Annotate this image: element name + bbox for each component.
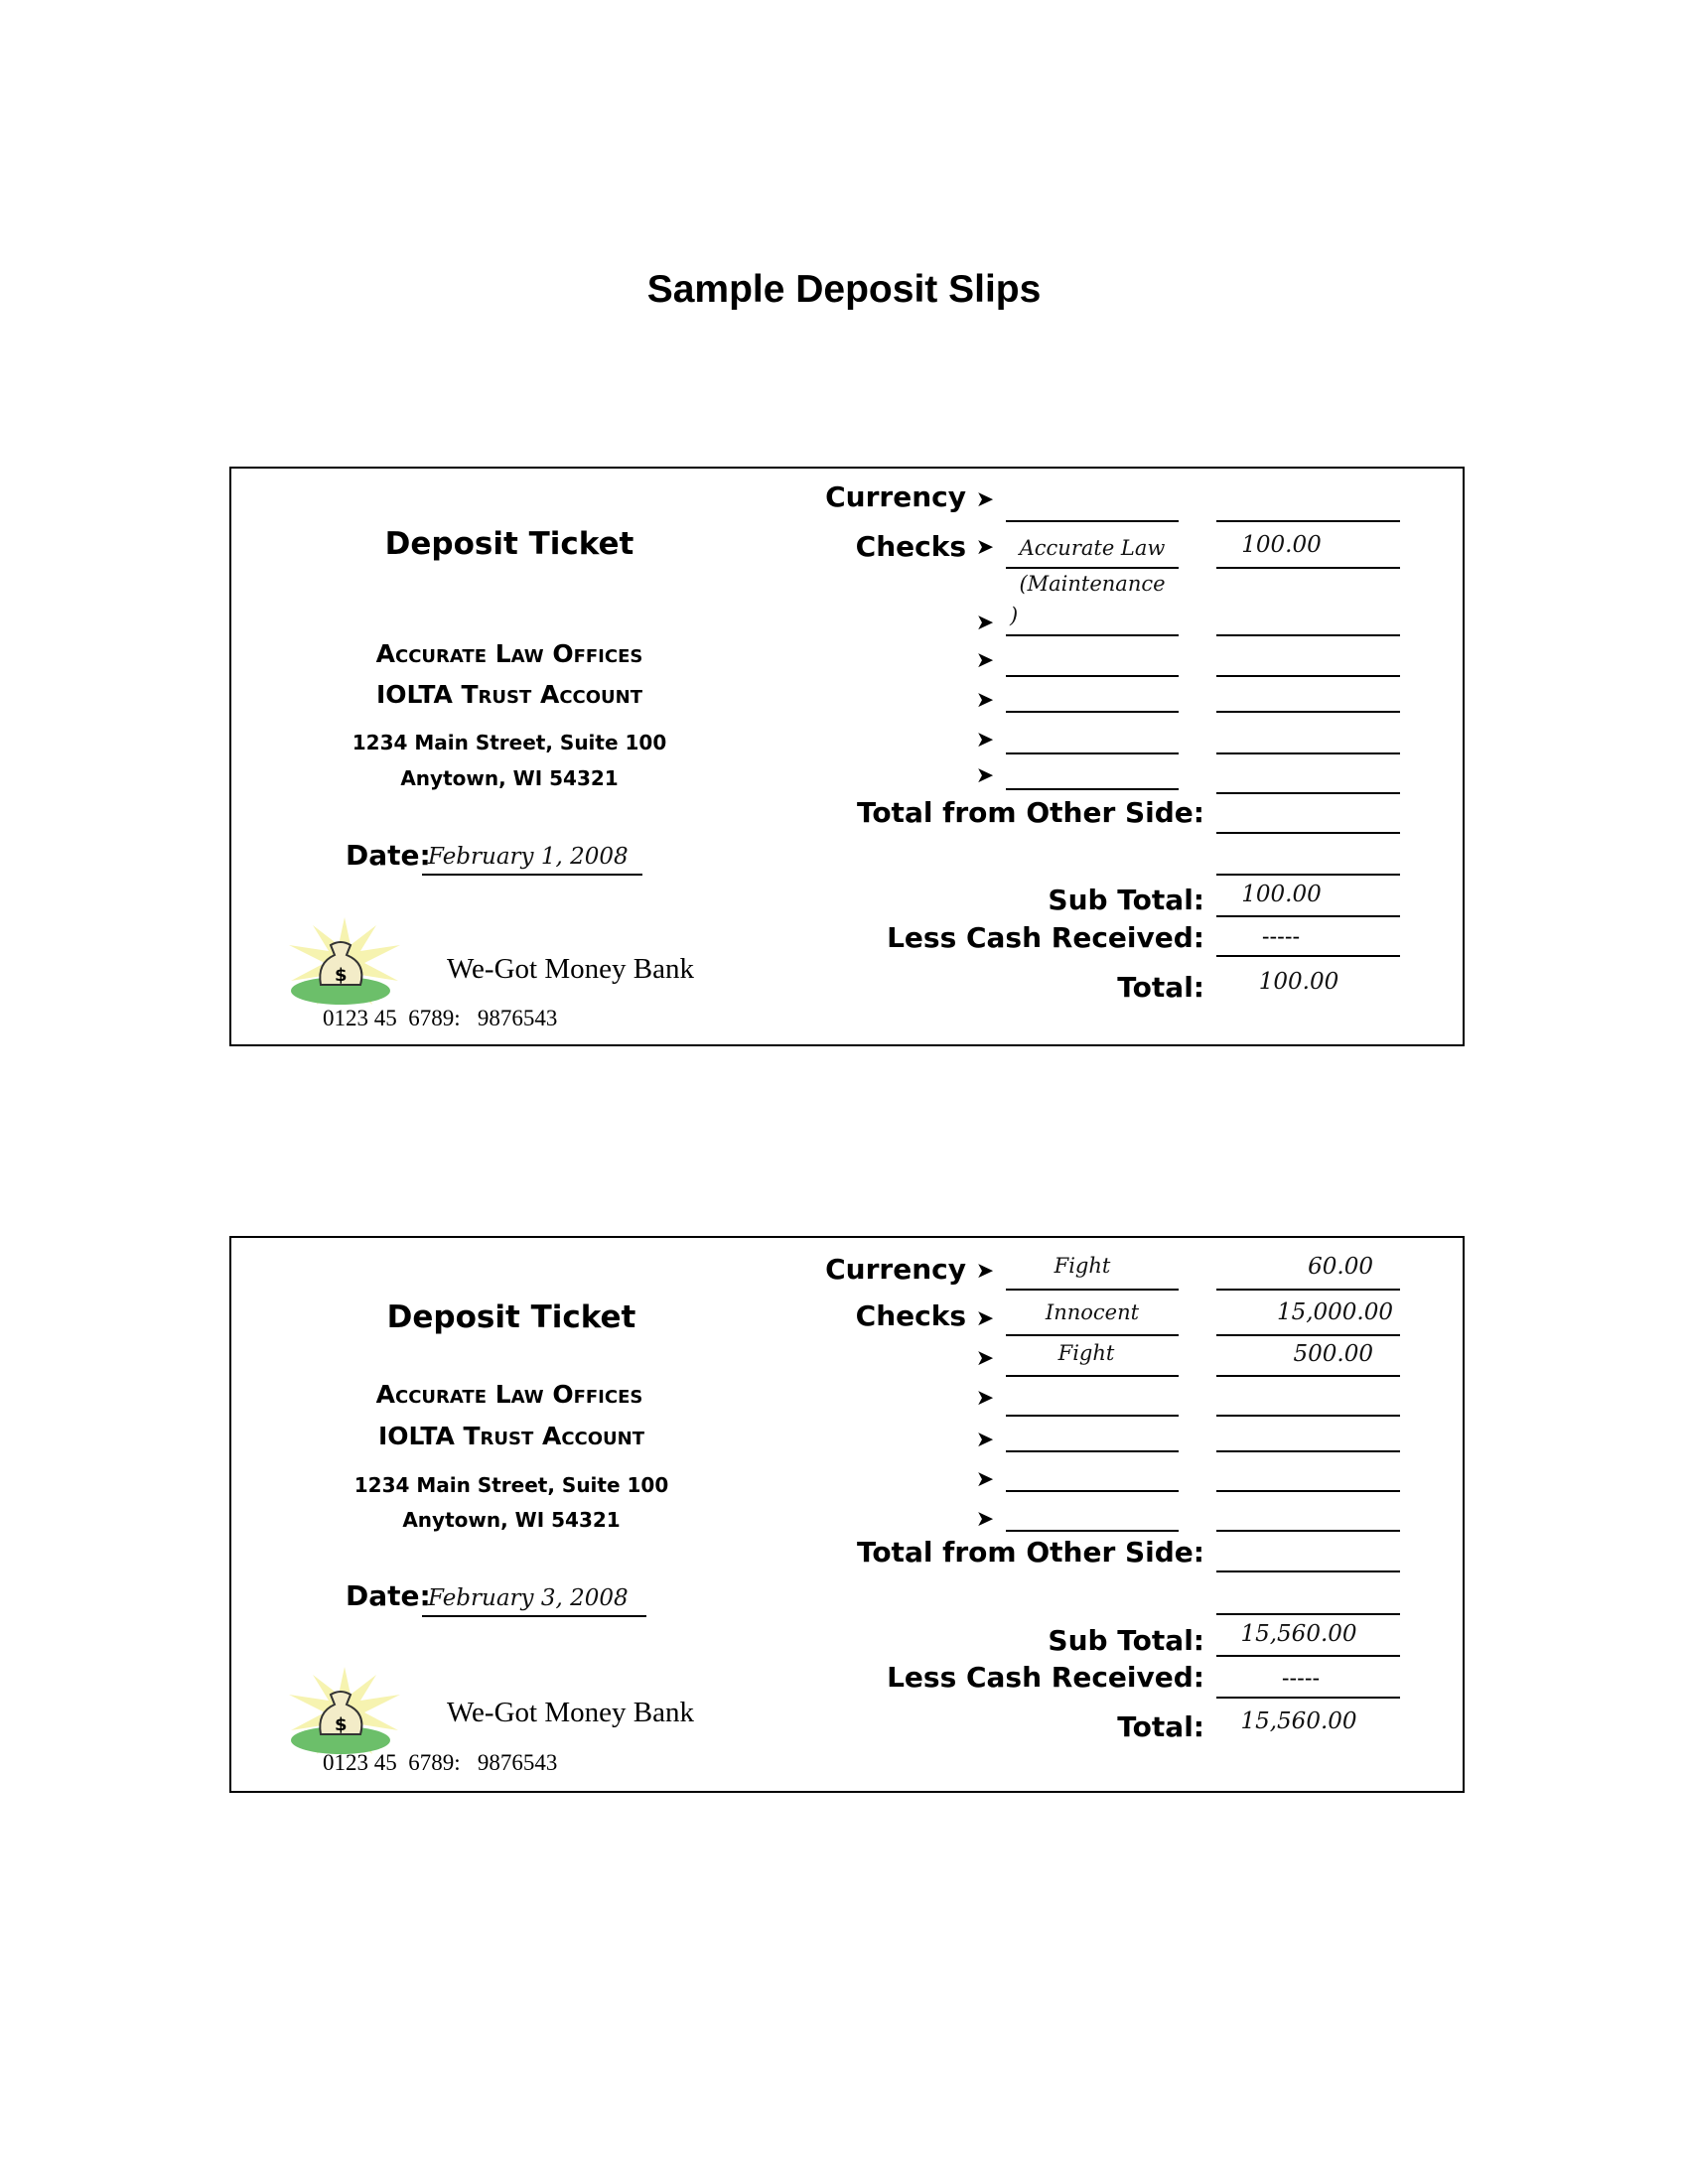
arrow-bullet-icon: ➤ <box>975 610 995 634</box>
arrow-bullet-icon: ➤ <box>975 534 995 559</box>
check-1-amount: 15,000.00 <box>1276 1299 1393 1325</box>
less-cash-value: ----- <box>1281 1665 1321 1691</box>
arrow-bullet-icon: ➤ <box>975 647 995 672</box>
less-cash-line <box>1216 1697 1400 1699</box>
check-2-description: Fight <box>1057 1341 1115 1365</box>
less-cash-label: Less Cash Received: <box>887 1661 1204 1694</box>
check-6-desc-line <box>1006 1530 1179 1532</box>
sub-total-top-line <box>1216 1613 1400 1615</box>
total-value: 15,560.00 <box>1240 1708 1357 1734</box>
arrow-bullet-icon: ➤ <box>975 727 995 751</box>
check-1-desc-line <box>1006 1334 1179 1336</box>
check-2-amount-line <box>1216 1375 1400 1377</box>
address-line-2: Anytown, WI 54321 <box>400 766 619 790</box>
ticket-title: Deposit Ticket <box>386 1299 636 1335</box>
currency-desc-line <box>1006 520 1179 522</box>
total-value: 100.00 <box>1258 969 1339 995</box>
ticket-title: Deposit Ticket <box>384 526 634 562</box>
date-label: Date: <box>346 839 431 872</box>
firm-name: Accurate Law Offices <box>375 1380 643 1409</box>
firm-name: Accurate Law Offices <box>375 639 643 668</box>
page-title: Sample Deposit Slips <box>646 268 1042 311</box>
check-3-desc-line <box>1006 1415 1179 1417</box>
check-6-amount-line <box>1216 792 1400 794</box>
total-other-side-line <box>1216 832 1400 834</box>
check-2-description-cont: ) <box>1010 604 1019 627</box>
check-3-amount-line <box>1216 675 1400 677</box>
check-1-amount-line <box>1216 1334 1400 1336</box>
arrow-bullet-icon: ➤ <box>975 1466 995 1491</box>
arrow-bullet-icon: ➤ <box>975 687 995 712</box>
check-5-amount-line <box>1216 1490 1400 1492</box>
currency-amount: 60.00 <box>1308 1254 1373 1280</box>
currency-label: Currency <box>825 1253 966 1286</box>
check-5-desc-line <box>1006 1490 1179 1492</box>
arrow-bullet-icon: ➤ <box>975 1258 995 1283</box>
check-5-amount-line <box>1216 752 1400 754</box>
sub-total-line <box>1216 915 1400 917</box>
date-value: February 3, 2008 <box>422 1585 646 1617</box>
check-1-desc-line <box>1006 567 1179 569</box>
sub-total-label: Sub Total: <box>1048 884 1204 916</box>
total-other-side-label: Total from Other Side: <box>856 796 1204 829</box>
currency-label: Currency <box>825 480 966 513</box>
micr-line: 0123 45 6789: 9876543 <box>323 1750 558 1775</box>
check-6-desc-line <box>1006 788 1179 790</box>
sub-total-label: Sub Total: <box>1048 1624 1204 1657</box>
check-2-description: (Maintenance <box>1019 572 1166 596</box>
deposit-slip-2 <box>229 1236 1465 1793</box>
svg-text:$: $ <box>335 965 348 986</box>
checks-label: Checks <box>855 1299 966 1332</box>
sub-total-value: 100.00 <box>1241 882 1322 907</box>
money-bag-icon <box>281 915 408 1015</box>
sub-total-top-line <box>1216 874 1400 876</box>
account-name: IOLTA Trust Account <box>377 1422 644 1450</box>
sub-total-line <box>1216 1655 1400 1657</box>
check-2-desc-line <box>1006 634 1179 636</box>
check-3-desc-line <box>1006 675 1179 677</box>
date-value: February 1, 2008 <box>422 844 642 876</box>
check-1-amount-line <box>1216 567 1400 569</box>
check-3-amount-line <box>1216 1415 1400 1417</box>
money-bag-icon <box>281 1665 408 1764</box>
currency-amount-line <box>1216 1289 1400 1291</box>
check-4-amount-line <box>1216 711 1400 713</box>
date-label: Date: <box>346 1579 431 1612</box>
total-other-side-label: Total from Other Side: <box>856 1536 1204 1569</box>
total-other-side-line <box>1216 1570 1400 1572</box>
check-2-amount: 500.00 <box>1293 1341 1373 1367</box>
check-1-description: Accurate Law <box>1019 536 1166 560</box>
check-2-amount-line <box>1216 634 1400 636</box>
address-line-1: 1234 Main Street, Suite 100 <box>353 1473 669 1497</box>
deposit-slip-1 <box>229 467 1465 1046</box>
account-name: IOLTA Trust Account <box>375 680 642 709</box>
address-line-1: 1234 Main Street, Suite 100 <box>352 731 667 754</box>
currency-description: Fight <box>1054 1254 1111 1278</box>
arrow-bullet-icon: ➤ <box>975 486 995 511</box>
check-5-desc-line <box>1006 752 1179 754</box>
arrow-bullet-icon: ➤ <box>975 1506 995 1531</box>
currency-desc-line <box>1006 1289 1179 1291</box>
bank-name: We-Got Money Bank <box>447 1697 694 1728</box>
check-4-desc-line <box>1006 711 1179 713</box>
total-label: Total: <box>1117 971 1204 1004</box>
total-label: Total: <box>1117 1710 1204 1743</box>
sub-total-value: 15,560.00 <box>1240 1621 1357 1647</box>
check-4-amount-line <box>1216 1450 1400 1452</box>
check-2-desc-line <box>1006 1375 1179 1377</box>
check-1-description: Innocent <box>1045 1300 1140 1324</box>
arrow-bullet-icon: ➤ <box>975 762 995 787</box>
currency-amount-line <box>1216 520 1400 522</box>
check-4-desc-line <box>1006 1450 1179 1452</box>
arrow-bullet-icon: ➤ <box>975 1305 995 1330</box>
checks-label: Checks <box>855 530 966 563</box>
arrow-bullet-icon: ➤ <box>975 1345 995 1370</box>
less-cash-label: Less Cash Received: <box>887 921 1204 954</box>
arrow-bullet-icon: ➤ <box>975 1385 995 1410</box>
arrow-bullet-icon: ➤ <box>975 1427 995 1451</box>
less-cash-value: ----- <box>1261 923 1301 949</box>
less-cash-line <box>1216 955 1400 957</box>
check-6-amount-line <box>1216 1530 1400 1532</box>
address-line-2: Anytown, WI 54321 <box>402 1508 621 1532</box>
check-1-amount: 100.00 <box>1241 532 1322 558</box>
svg-text:$: $ <box>335 1714 348 1735</box>
bank-name: We-Got Money Bank <box>447 953 694 985</box>
micr-line: 0123 45 6789: 9876543 <box>323 1006 558 1030</box>
